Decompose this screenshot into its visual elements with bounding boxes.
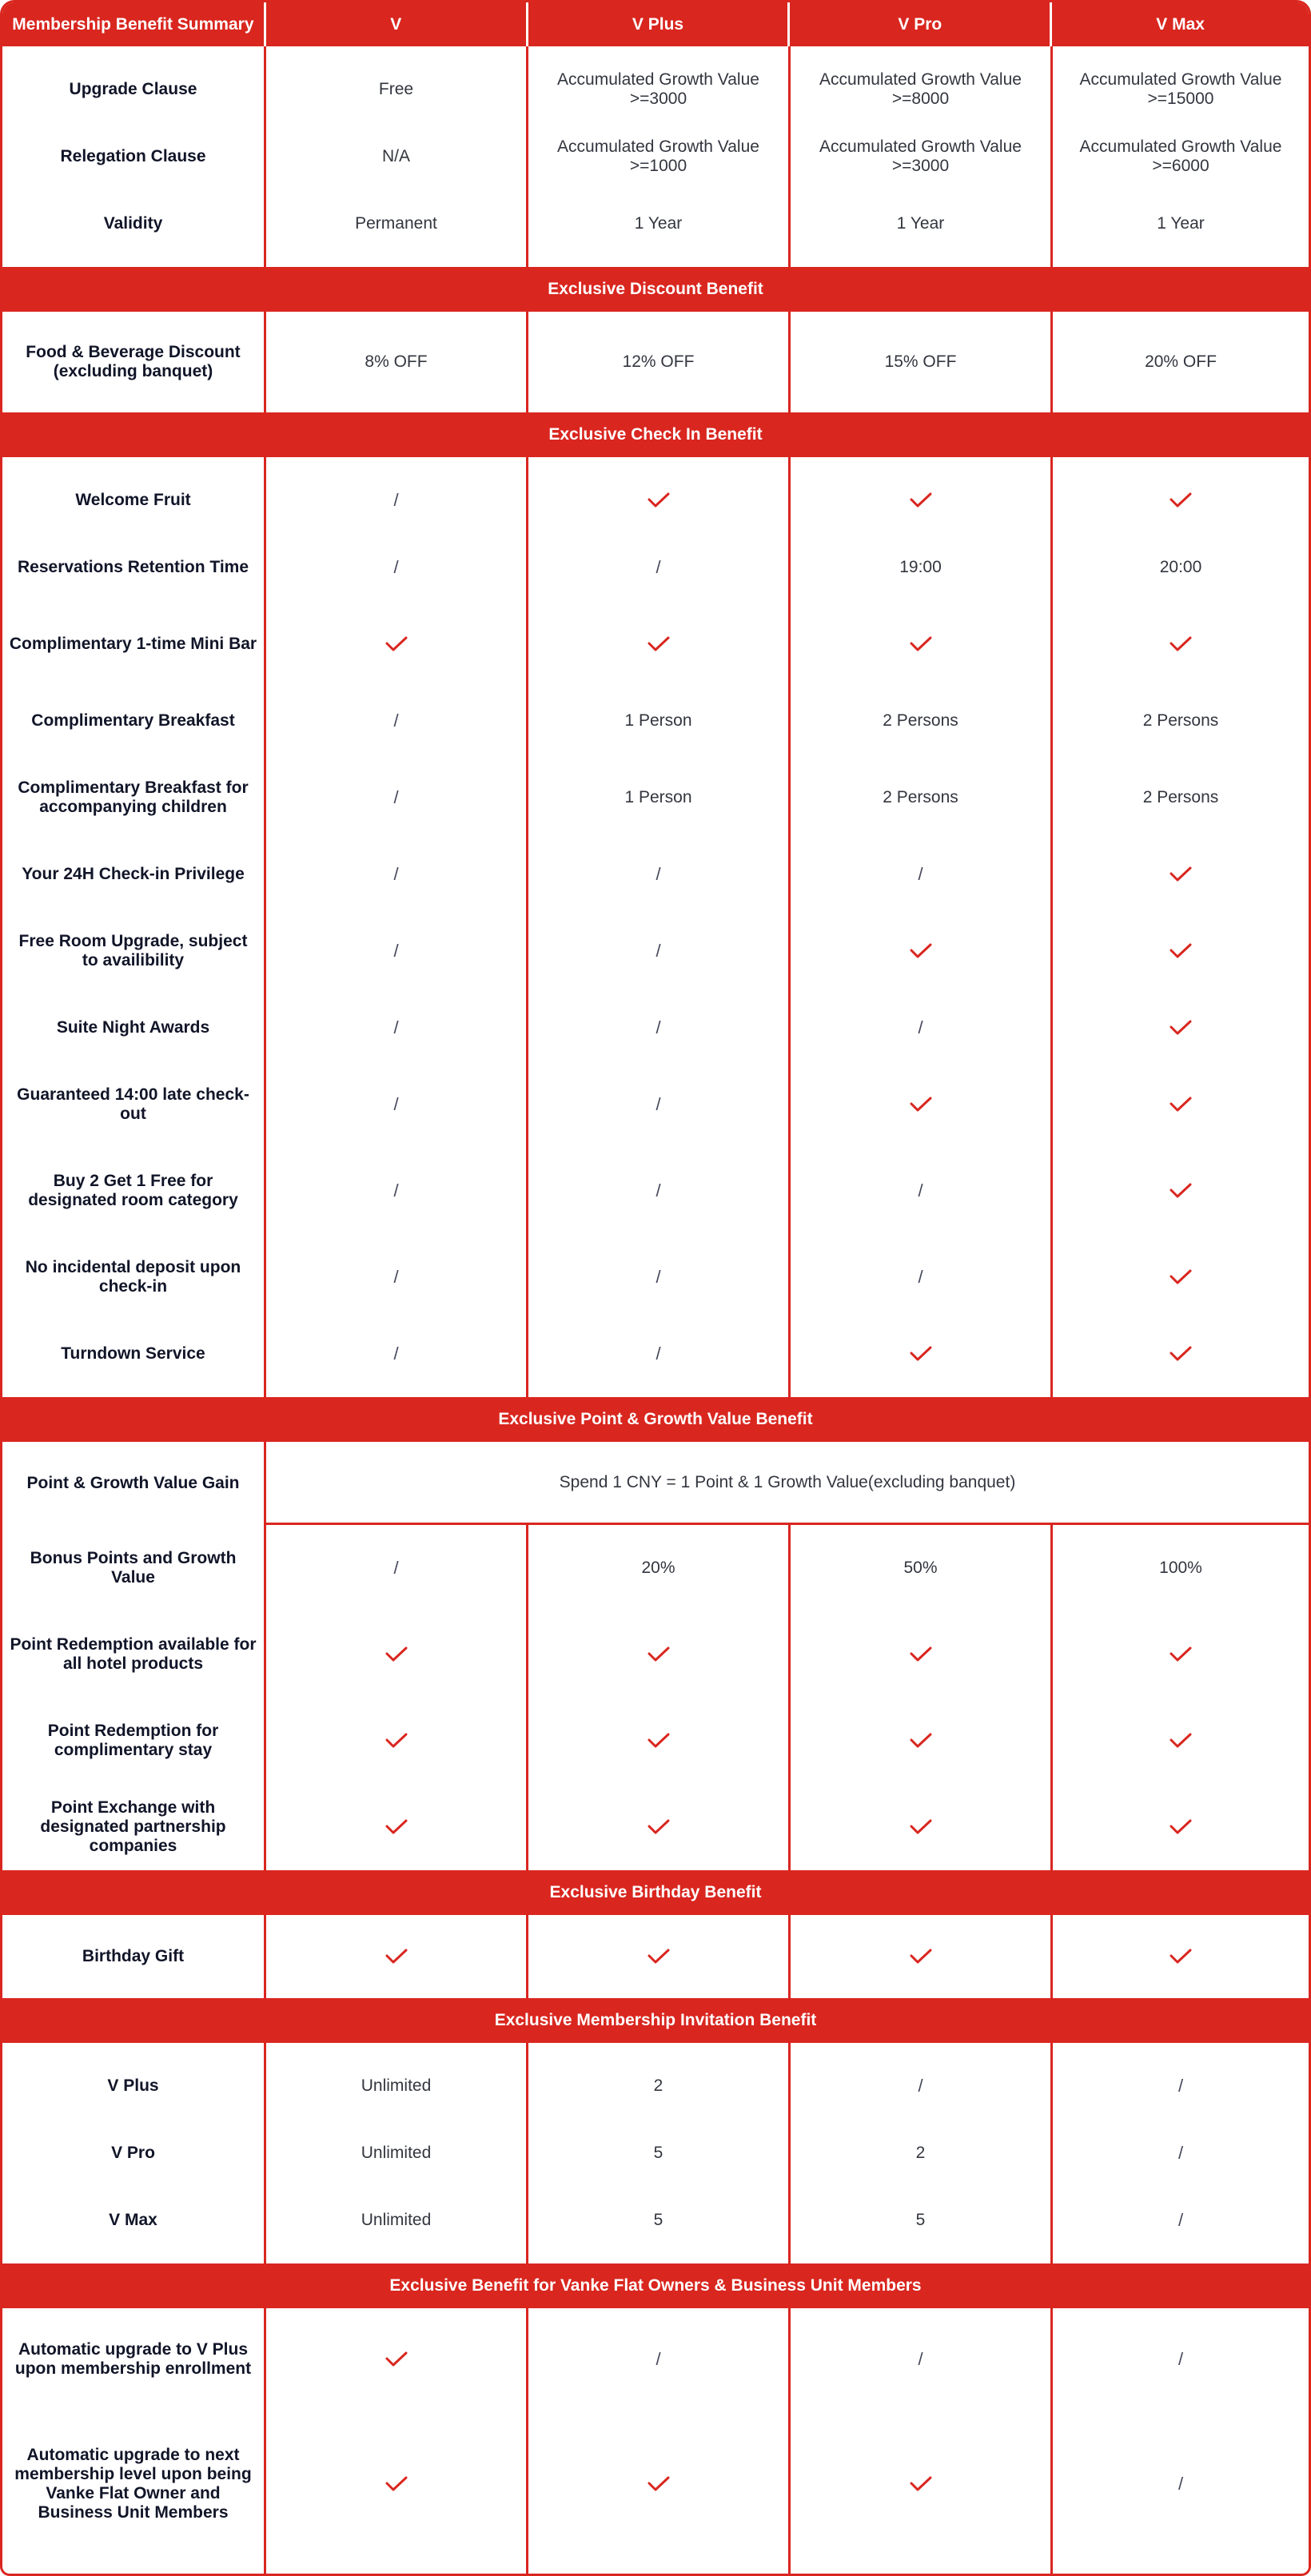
- tier-column-3: [1050, 1915, 1309, 1998]
- not-available-mark: /: [393, 557, 399, 577]
- tier-column-3: [1050, 2043, 1309, 2263]
- benefit-label: Point Redemption available for all hotel products: [10, 1635, 257, 1673]
- tier-column-0: [264, 1525, 526, 1870]
- tier-column-3: [1050, 1525, 1309, 1870]
- benefit-value: 5: [653, 2211, 663, 2229]
- not-available-mark: /: [656, 1267, 661, 1287]
- label-column: [2, 312, 264, 412]
- benefit-value: Accumulated Growth Value >=3000: [819, 137, 1022, 175]
- check-icon: [266, 1611, 526, 1698]
- tier-column-0: [264, 1915, 526, 1998]
- check-icon: [528, 1784, 788, 1870]
- not-available-mark: /: [393, 787, 399, 807]
- tier-header-v-pro: V Pro: [787, 2, 1050, 46]
- benefit-value: 1 Person: [624, 788, 692, 806]
- benefit-label: Food & Beverage Discount (excluding banquet): [26, 343, 241, 380]
- label-column: [2, 2043, 264, 2263]
- check-icon: [1053, 1784, 1309, 1870]
- check-icon: [791, 1061, 1050, 1148]
- tier-column-1: [526, 457, 788, 1397]
- benefit-value: 12% OFF: [622, 352, 695, 371]
- benefit-value: 2: [653, 2076, 663, 2095]
- benefit-value: 20% OFF: [1145, 352, 1217, 371]
- benefit-value: 5: [915, 2211, 926, 2229]
- check-icon: [266, 1915, 526, 1998]
- benefit-label: Automatic upgrade to next membership level upon being Vanke Flat Owner and Business Unit Members: [14, 2446, 252, 2522]
- benefit-value: Unlimited: [361, 2076, 432, 2095]
- check-icon: [266, 1698, 526, 1784]
- section-rows: [2, 457, 1309, 1397]
- tier-column-0: [264, 2308, 526, 2574]
- span-row: [2, 1442, 1309, 1525]
- benefit-value: 1 Year: [634, 214, 683, 233]
- table-body: [2, 46, 1309, 2574]
- tier-column-3: [1050, 2308, 1309, 2574]
- section-header: Exclusive Membership Invitation Benefit: [2, 1998, 1309, 2043]
- benefit-value: Accumulated Growth Value >=1000: [557, 137, 759, 175]
- benefit-label: Point Exchange with designated partnership companies: [40, 1798, 226, 1855]
- benefit-value: Unlimited: [361, 2211, 432, 2229]
- benefit-label: Upgrade Clause: [69, 80, 197, 98]
- tier-header-v-max: V Max: [1050, 2, 1309, 46]
- label-column: [2, 1915, 264, 1998]
- section-header: Exclusive Point & Growth Value Benefit: [2, 1397, 1309, 1442]
- benefit-label: Turndown Service: [61, 1344, 205, 1363]
- benefit-label: No incidental deposit upon check-in: [25, 1258, 241, 1296]
- benefit-label: Buy 2 Get 1 Free for designated room category: [28, 1172, 238, 1209]
- benefit-label: Birthday Gift: [82, 1947, 185, 1965]
- benefit-value: 2 Persons: [1142, 711, 1219, 730]
- not-available-mark: /: [393, 1558, 399, 1578]
- benefit-label: V Pro: [111, 2144, 155, 2162]
- section-rows: [2, 2308, 1309, 2574]
- check-icon: [528, 1698, 788, 1784]
- header-title: Membership Benefit Summary: [12, 14, 254, 34]
- benefit-value: 1 Year: [896, 214, 945, 233]
- check-icon: [791, 2411, 1050, 2558]
- tier-column-3: [1050, 46, 1309, 267]
- benefit-value: 5: [653, 2144, 663, 2162]
- tier-column-1: [526, 312, 788, 412]
- section-rows: [2, 2043, 1309, 2263]
- check-icon: [1053, 467, 1309, 534]
- tier-column-2: [788, 1915, 1050, 1998]
- check-icon: [791, 1611, 1050, 1698]
- benefit-value: Accumulated Growth Value >=6000: [1079, 137, 1282, 175]
- section-header: Exclusive Check In Benefit: [2, 412, 1309, 457]
- not-available-mark: /: [918, 1017, 923, 1037]
- label-column: [2, 1525, 264, 1870]
- section-rows: [2, 1915, 1309, 1998]
- tier-column-2: [788, 312, 1050, 412]
- benefit-label: V Max: [109, 2211, 157, 2229]
- not-available-mark: /: [918, 2076, 923, 2096]
- benefit-value: Unlimited: [361, 2144, 432, 2162]
- not-available-mark: /: [1178, 2210, 1184, 2230]
- tier-column-0: [264, 457, 526, 1397]
- not-available-mark: /: [656, 941, 661, 961]
- benefit-label: Automatic upgrade to V Plus upon membership enrollment: [14, 2340, 252, 2378]
- check-icon: [528, 1611, 788, 1698]
- benefit-label: Relegation Clause: [60, 147, 206, 165]
- not-available-mark: /: [656, 557, 661, 577]
- not-available-mark: /: [1178, 2474, 1184, 2494]
- benefit-label: Point & Growth Value Gain: [26, 1474, 240, 1492]
- check-icon: [791, 908, 1050, 994]
- benefit-label: V Plus: [107, 2076, 159, 2095]
- benefit-value: Accumulated Growth Value >=8000: [819, 70, 1022, 108]
- check-icon: [791, 467, 1050, 534]
- not-available-mark: /: [393, 1181, 399, 1200]
- benefit-value: Free: [378, 80, 414, 98]
- check-icon: [528, 1915, 788, 1998]
- benefit-label: Welcome Fruit: [75, 491, 191, 509]
- tier-column-2: [788, 1525, 1050, 1870]
- tier-header-v-plus: V Plus: [526, 2, 788, 46]
- not-available-mark: /: [656, 1181, 661, 1200]
- benefit-label: Bonus Points and Growth Value: [30, 1549, 237, 1587]
- check-icon: [528, 601, 788, 687]
- not-available-mark: /: [393, 490, 399, 510]
- tier-column-1: [526, 2308, 788, 2574]
- benefit-value: 2 Persons: [883, 788, 958, 806]
- check-icon: [1053, 1611, 1309, 1698]
- not-available-mark: /: [393, 864, 399, 884]
- benefit-label: Complimentary Breakfast for accompanying children: [18, 778, 249, 816]
- check-icon: [266, 601, 526, 687]
- check-icon: [1053, 1061, 1309, 1148]
- tier-column-1: [526, 1915, 788, 1998]
- tier-column-1: [526, 2043, 788, 2263]
- check-icon: [1053, 1148, 1309, 1234]
- not-available-mark: /: [1178, 2143, 1184, 2163]
- benefit-label: Complimentary 1-time Mini Bar: [9, 635, 257, 653]
- section-rows: [2, 312, 1309, 412]
- benefit-label: Reservations Retention Time: [17, 558, 249, 576]
- tier-column-3: [1050, 312, 1309, 412]
- not-available-mark: /: [918, 864, 923, 884]
- not-available-mark: /: [1178, 2076, 1184, 2096]
- benefit-value: 1 Year: [1157, 214, 1205, 233]
- check-icon: [1053, 908, 1309, 994]
- not-available-mark: /: [918, 1181, 923, 1200]
- benefit-label: Guaranteed 14:00 late check-out: [17, 1085, 249, 1123]
- not-available-mark: /: [656, 2349, 661, 2369]
- point-gain-value: Spend 1 CNY = 1 Point & 1 Growth Value(excluding banquet): [264, 1442, 1309, 1525]
- tier-column-0: [264, 312, 526, 412]
- label-column: [2, 2308, 264, 2574]
- check-icon: [791, 1784, 1050, 1870]
- benefit-label: Point Redemption for complimentary stay: [47, 1722, 219, 1759]
- table-header-row: [2, 2, 1309, 46]
- label-column: [2, 46, 264, 267]
- check-icon: [266, 1784, 526, 1870]
- check-icon: [266, 2411, 526, 2558]
- check-icon: [1053, 601, 1309, 687]
- benefit-value: 20%: [641, 1559, 675, 1577]
- benefit-label: Your 24H Check-in Privilege: [22, 865, 245, 883]
- benefit-value: 19:00: [899, 558, 942, 576]
- check-icon: [1053, 841, 1309, 908]
- tier-column-1: [526, 46, 788, 267]
- benefit-value: N/A: [381, 147, 410, 165]
- benefit-value: 2 Persons: [1142, 788, 1219, 806]
- benefit-value: 1 Person: [624, 711, 692, 730]
- check-icon: [791, 1915, 1050, 1998]
- tier-column-2: [788, 2308, 1050, 2574]
- tier-column-1: [526, 1525, 788, 1870]
- tier-column-2: [788, 2043, 1050, 2263]
- check-icon: [791, 1698, 1050, 1784]
- section-rows: [2, 46, 1309, 267]
- benefit-value: 15% OFF: [884, 352, 957, 371]
- section-header: Exclusive Discount Benefit: [2, 267, 1309, 312]
- check-icon: [1053, 994, 1309, 1061]
- benefit-value: Permanent: [355, 214, 437, 233]
- section-header: Exclusive Birthday Benefit: [2, 1870, 1309, 1915]
- benefit-value: Accumulated Growth Value >=3000: [557, 70, 759, 108]
- benefit-value: 20:00: [1159, 558, 1202, 576]
- benefit-label: Suite Night Awards: [56, 1018, 210, 1037]
- section-rows: [2, 1525, 1309, 1870]
- not-available-mark: /: [393, 1094, 399, 1114]
- section-header: Exclusive Benefit for Vanke Flat Owners & Business Unit Members: [2, 2263, 1309, 2308]
- not-available-mark: /: [1178, 2349, 1184, 2369]
- check-icon: [791, 601, 1050, 687]
- label-column: [2, 457, 264, 1397]
- not-available-mark: /: [656, 1017, 661, 1037]
- not-available-mark: /: [393, 1017, 399, 1037]
- benefit-label: Validity: [103, 214, 163, 233]
- benefit-value: 50%: [903, 1559, 938, 1577]
- not-available-mark: /: [656, 1344, 661, 1364]
- check-icon: [791, 1320, 1050, 1388]
- not-available-mark: /: [918, 1267, 923, 1287]
- tier-header-v: V: [264, 2, 526, 46]
- benefit-value: 100%: [1159, 1559, 1202, 1577]
- benefit-label: Free Room Upgrade, subject to availibility: [18, 932, 248, 969]
- check-icon: [1053, 1915, 1309, 1998]
- check-icon: [528, 467, 788, 534]
- not-available-mark: /: [393, 711, 399, 731]
- tier-column-2: [788, 457, 1050, 1397]
- tier-column-2: [788, 46, 1050, 267]
- check-icon: [1053, 1234, 1309, 1320]
- not-available-mark: /: [656, 1094, 661, 1114]
- not-available-mark: /: [393, 941, 399, 961]
- tier-column-3: [1050, 457, 1309, 1397]
- benefit-value: 2 Persons: [883, 711, 958, 730]
- benefit-value: 2: [915, 2144, 926, 2162]
- benefit-value: Accumulated Growth Value >=15000: [1079, 70, 1282, 108]
- not-available-mark: /: [393, 1344, 399, 1364]
- tier-column-0: [264, 2043, 526, 2263]
- not-available-mark: /: [656, 864, 661, 884]
- check-icon: [1053, 1320, 1309, 1388]
- benefit-label: Complimentary Breakfast: [31, 711, 235, 730]
- benefit-value: 8% OFF: [365, 352, 428, 371]
- check-icon: [266, 2308, 526, 2411]
- tier-column-0: [264, 46, 526, 267]
- not-available-mark: /: [393, 1267, 399, 1287]
- not-available-mark: /: [918, 2349, 923, 2369]
- check-icon: [528, 2411, 788, 2558]
- check-icon: [1053, 1698, 1309, 1784]
